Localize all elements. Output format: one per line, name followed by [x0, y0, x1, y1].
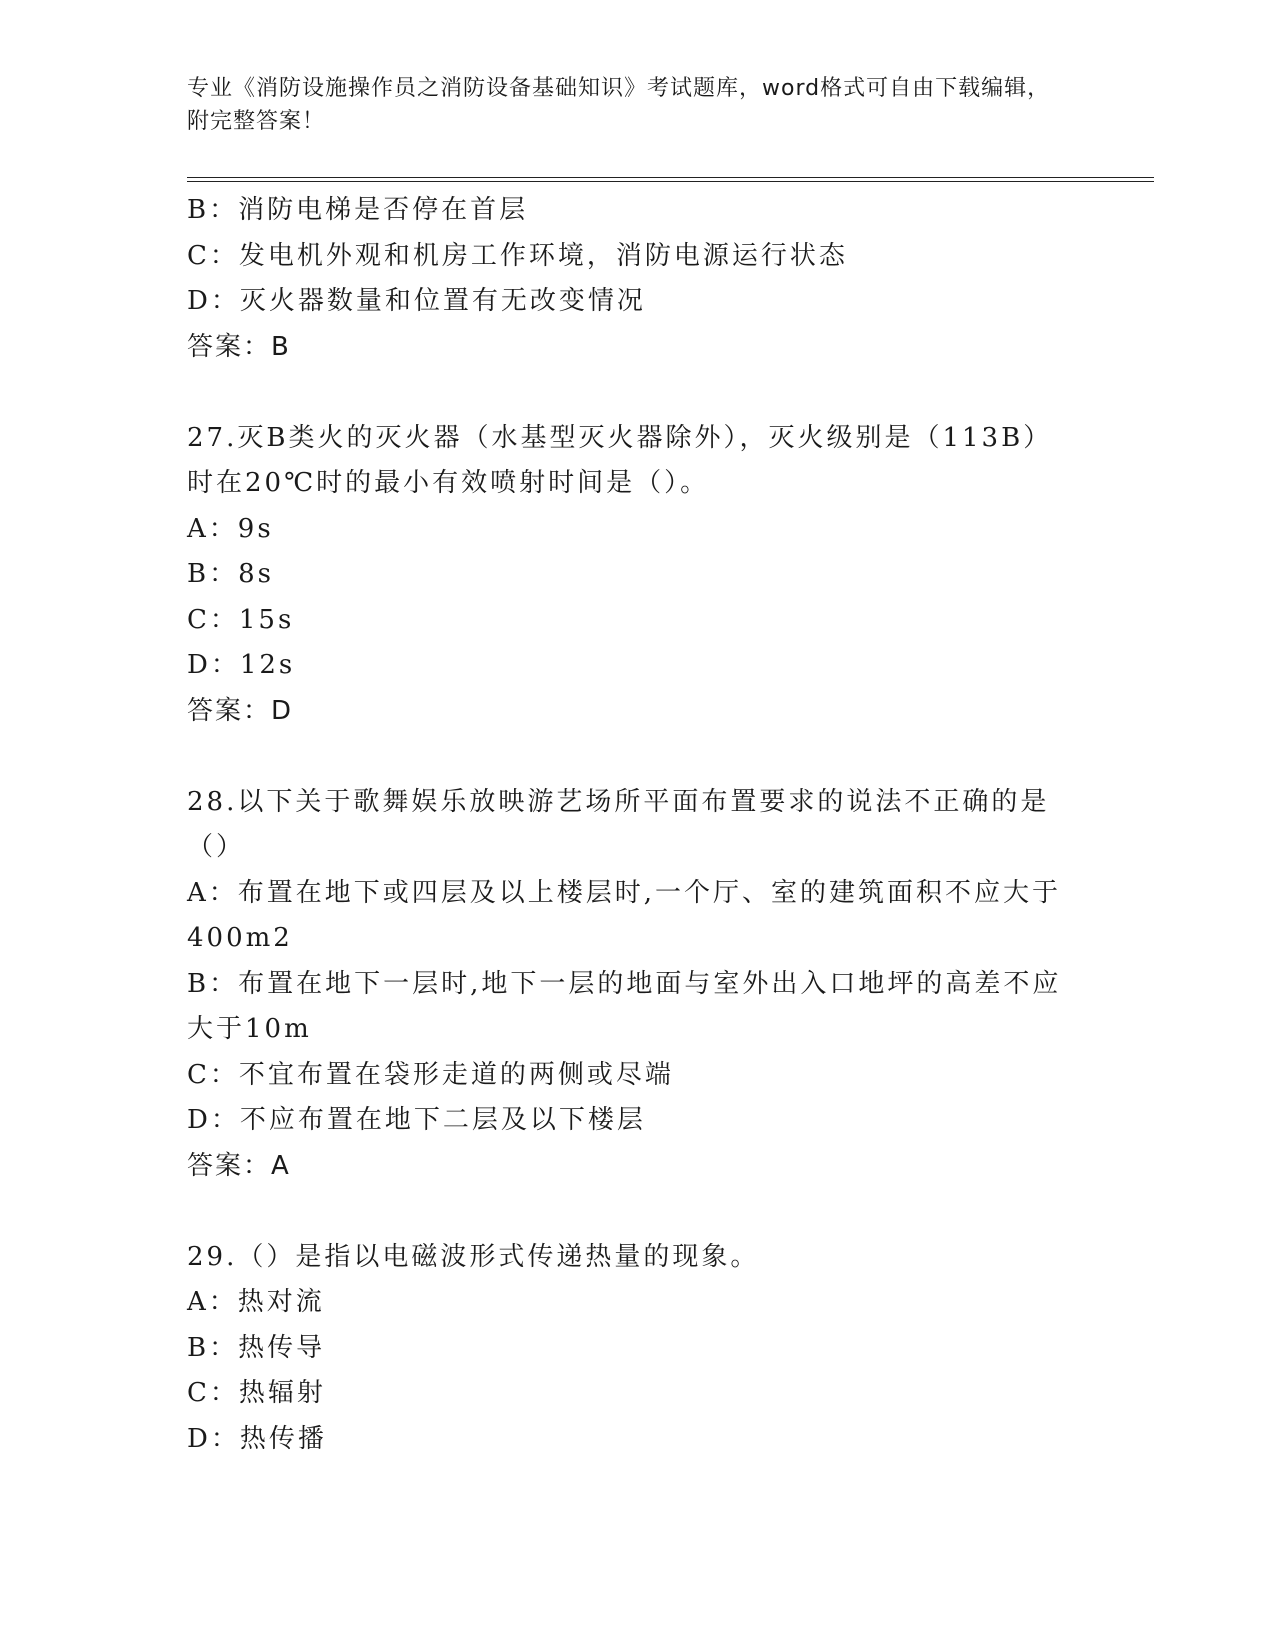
option-b: B：消防电梯是否停在首层	[187, 195, 529, 225]
option-a: A：布置在地下或四层及以上楼层时,一个厅、室的建筑面积不应大于400m2	[187, 877, 1062, 953]
option-d: D：12s	[187, 650, 296, 680]
document-header: 专业《消防设施操作员之消防设备基础知识》考试题库，word格式可自由下载编辑，附完整答案！	[187, 76, 1051, 134]
question-list	[187, 188, 1067, 1462]
question-29	[187, 1235, 1067, 1463]
option-a: A：9s	[187, 513, 274, 544]
option-b: B：布置在地下一层时,地下一层的地面与室外出入口地坪的高差不应大于10m	[187, 968, 1062, 1044]
option-a: A：热对流	[187, 1287, 325, 1317]
question-stem: 27.灭B类火的灭火器（水基型灭火器除外），灭火级别是（113B）时在20℃时的最小有效喷射时间是（）。	[187, 422, 1053, 498]
question-stem: 29.（）是指以电磁波形式传递热量的现象。	[187, 1241, 760, 1272]
answer: 答案：A	[187, 1150, 291, 1181]
question-stem: 28.以下关于歌舞娱乐放映游艺场所平面布置要求的说法不正确的是（）	[187, 786, 1050, 862]
option-c: C：发电机外观和机房工作环境，消防电源运行状态	[187, 240, 848, 271]
question-28	[187, 780, 1067, 1190]
option-d: D：热传播	[187, 1423, 327, 1454]
question-27	[187, 416, 1067, 735]
option-d: D：灭火器数量和位置有无改变情况	[187, 286, 646, 316]
option-d: D：不应布置在地下二层及以下楼层	[187, 1105, 646, 1135]
header-divider-bottom	[187, 181, 1154, 182]
option-b: B：8s	[187, 559, 274, 589]
option-c: C：热辐射	[187, 1378, 326, 1408]
answer: 答案：D	[187, 695, 294, 726]
header-divider-top	[187, 177, 1154, 178]
option-c: C：15s	[187, 604, 295, 635]
question-26	[187, 188, 1067, 370]
option-b: B：热传导	[187, 1332, 326, 1363]
option-c: C：不宜布置在袋形走道的两侧或尽端	[187, 1059, 674, 1090]
answer: 答案：B	[187, 331, 291, 362]
